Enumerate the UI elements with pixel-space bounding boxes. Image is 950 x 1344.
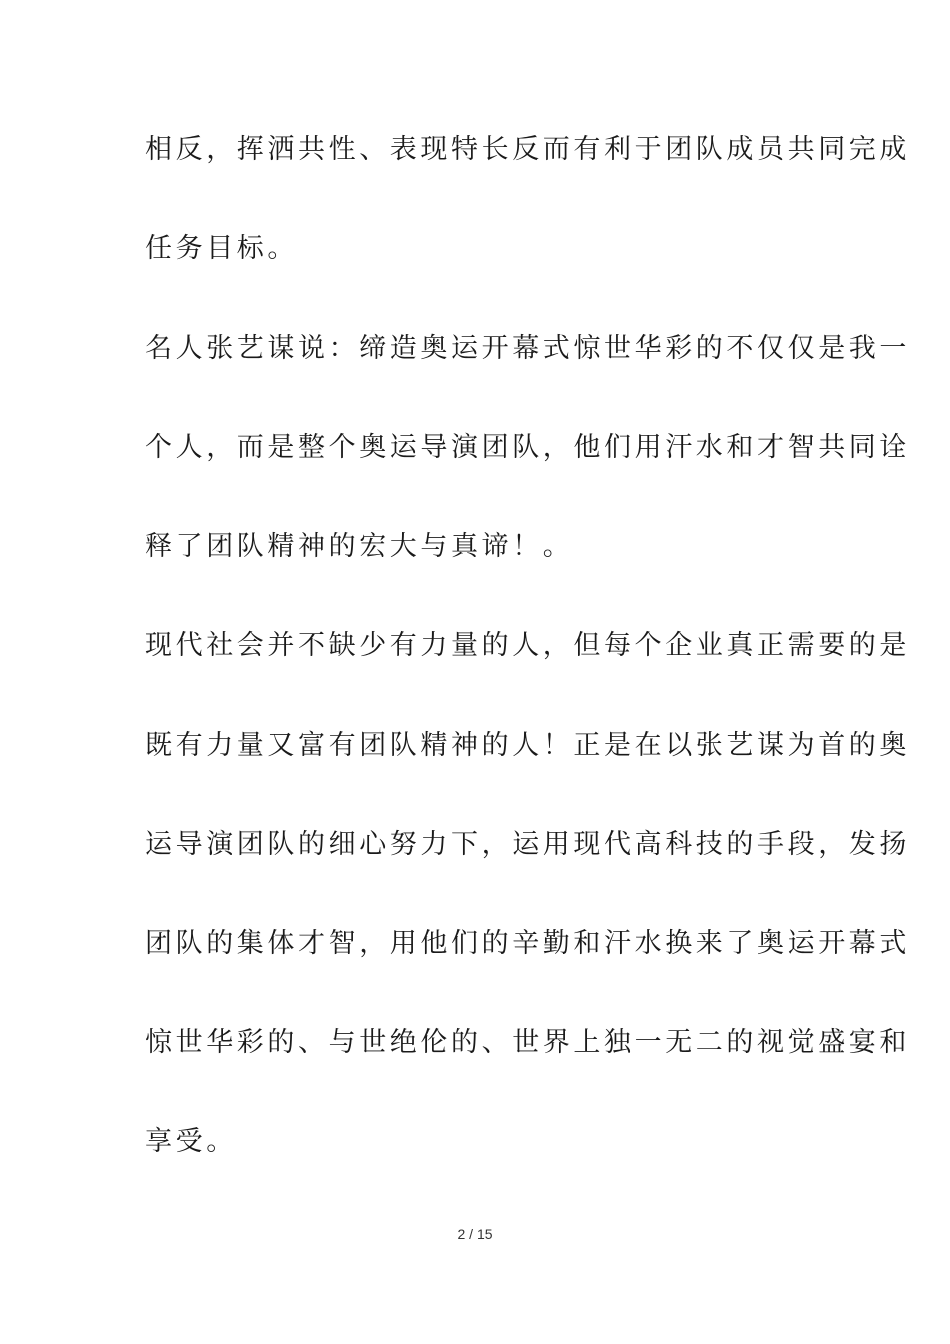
text-line: 任务目标。 — [145, 233, 298, 264]
text-line: 相反，挥洒共性、表现特长反而有利于团队成员共同完成 — [145, 134, 910, 165]
text-line: 释了团队精神的宏大与真谛！。 — [145, 531, 574, 562]
text-line: 团队的集体才智，用他们的辛勤和汗水换来了奥运开幕式 — [145, 928, 910, 959]
text-line: 享受。 — [145, 1126, 237, 1157]
page-number: 2 / 15 — [457, 1226, 493, 1242]
text-line: 运导演团队的细心努力下，运用现代高科技的手段，发扬 — [145, 829, 910, 860]
text-line: 名人张艺谋说：缔造奥运开幕式惊世华彩的不仅仅是我一 — [145, 333, 910, 364]
text-line: 既有力量又富有团队精神的人！正是在以张艺谋为首的奥 — [145, 730, 910, 761]
text-line: 现代社会并不缺少有力量的人，但每个企业真正需要的是 — [145, 630, 910, 661]
text-line: 惊世华彩的、与世绝伦的、世界上独一无二的视觉盛宴和 — [145, 1027, 910, 1058]
text-line: 个人，而是整个奥运导演团队，他们用汗水和才智共同诠 — [145, 432, 910, 463]
